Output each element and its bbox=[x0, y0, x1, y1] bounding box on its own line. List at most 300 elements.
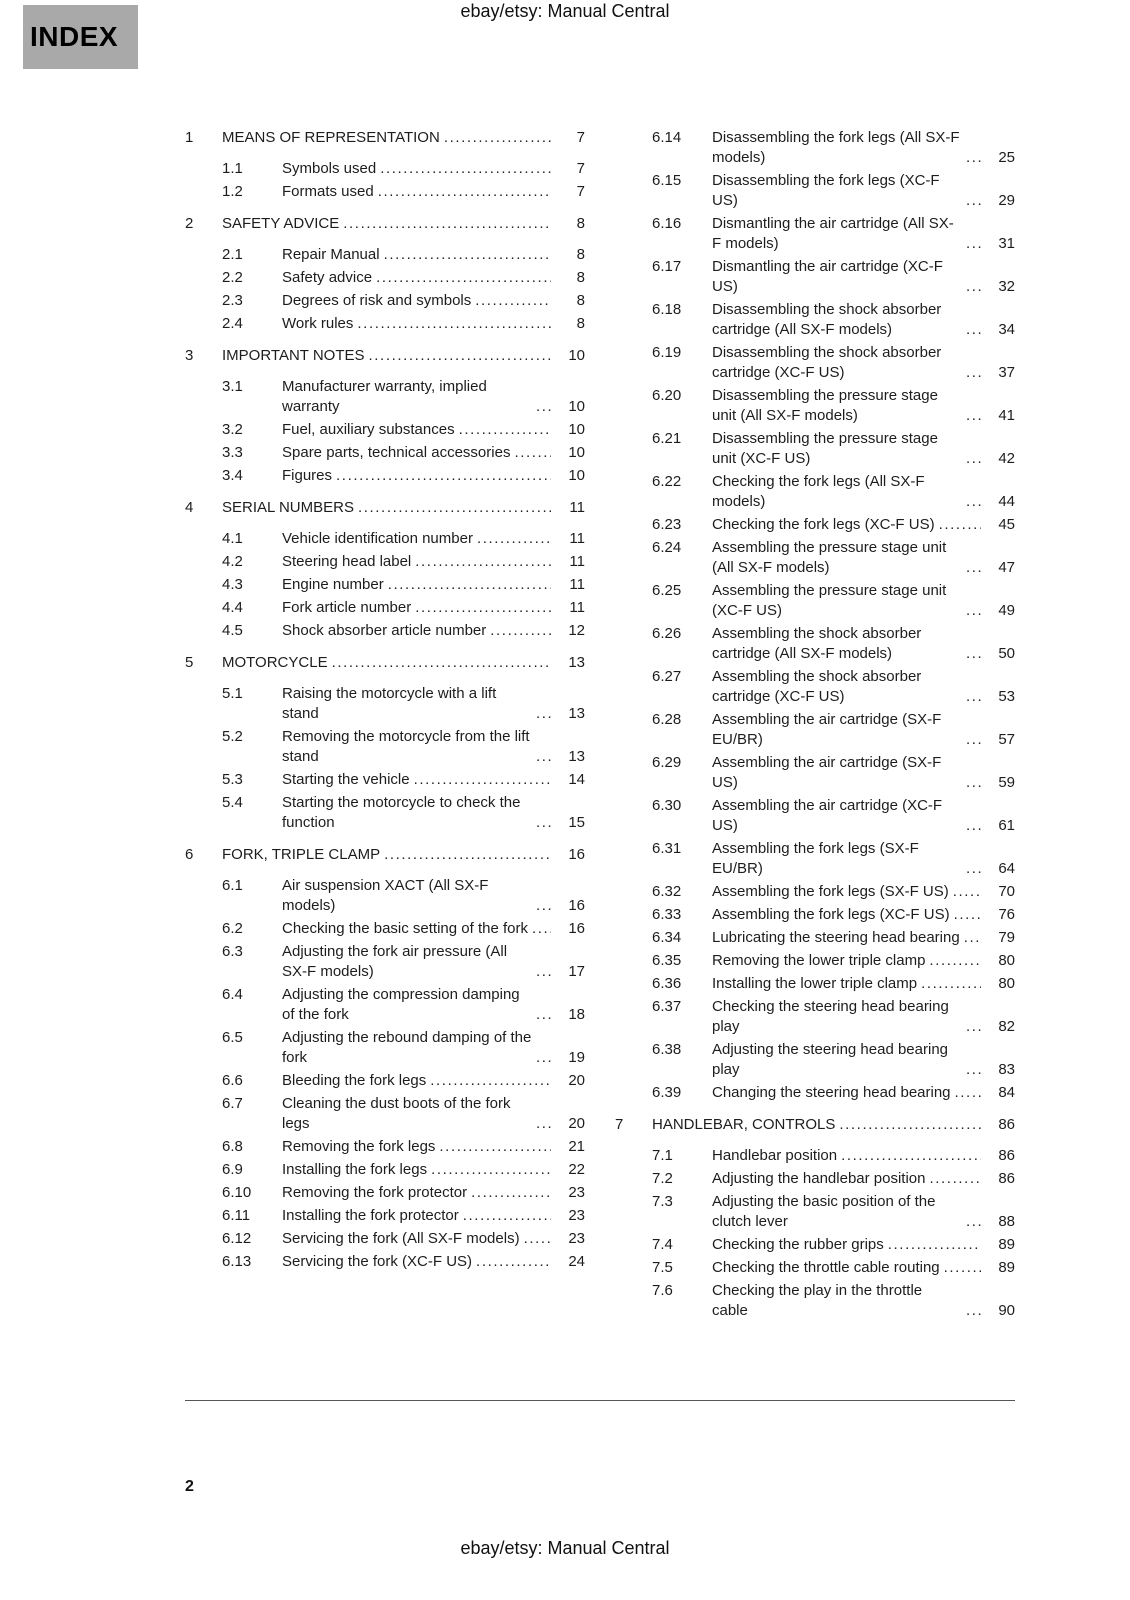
toc-entry-page: 79 bbox=[998, 929, 1015, 946]
toc-entry-number: 6.27 bbox=[652, 668, 682, 685]
toc-section-entry bbox=[615, 538, 1015, 578]
toc-entry-page: 89 bbox=[998, 1236, 1015, 1253]
toc-entry-page: 11 bbox=[569, 599, 585, 616]
toc-entry-page: 13 bbox=[568, 654, 585, 671]
toc-entry-title: Checking the throttle cable routing bbox=[712, 1259, 940, 1276]
toc-entry-title: SERIAL NUMBERS bbox=[222, 499, 354, 516]
toc-entry-number: 6.17 bbox=[652, 258, 682, 275]
toc-entry-page: 84 bbox=[998, 1084, 1015, 1101]
toc-section-entry bbox=[185, 684, 585, 724]
toc-section-entry bbox=[185, 1071, 585, 1091]
toc-entry-title: Removing the motorcycle from the lift stand bbox=[282, 728, 530, 765]
toc-entry-page: 7 bbox=[576, 129, 585, 146]
toc-dot-leader bbox=[966, 687, 981, 707]
toc-entry-title: Assembling the shock absorber cartridge (XC-F US) bbox=[712, 668, 922, 705]
toc-entry-page: 32 bbox=[998, 278, 1015, 295]
toc-right-column bbox=[615, 128, 1015, 1324]
toc-entry-title: Servicing the fork (All SX-F models) bbox=[282, 1230, 520, 1247]
toc-entry-number: 3.1 bbox=[222, 378, 243, 395]
toc-chapter-entry bbox=[185, 214, 585, 234]
toc-dot-leader bbox=[343, 214, 551, 234]
toc-entry-title: Installing the lower triple clamp bbox=[712, 975, 918, 992]
toc-entry-page: 44 bbox=[998, 493, 1015, 510]
toc-dot-leader bbox=[966, 1060, 981, 1080]
toc-entry-title: Cleaning the dust boots of the fork legs bbox=[282, 1095, 511, 1132]
toc-entry-page: 86 bbox=[998, 1147, 1015, 1164]
toc-entry-page: 23 bbox=[568, 1207, 585, 1224]
toc-entry-page: 82 bbox=[998, 1018, 1015, 1035]
toc-entry-title: Dismantling the air cartridge (XC-F US) bbox=[712, 258, 943, 295]
toc-entry-number: 6.33 bbox=[652, 906, 682, 923]
toc-section-entry bbox=[185, 466, 585, 486]
toc-dot-leader bbox=[380, 159, 551, 179]
toc-section-entry bbox=[185, 598, 585, 618]
toc-section-entry bbox=[185, 770, 585, 790]
toc-dot-leader bbox=[415, 598, 551, 618]
toc-section-entry bbox=[615, 882, 1015, 902]
toc-dot-leader bbox=[536, 896, 551, 916]
toc-entry-title: Bleeding the fork legs bbox=[282, 1072, 427, 1089]
toc-entry-number: 6.28 bbox=[652, 711, 682, 728]
toc-dot-leader bbox=[944, 1258, 981, 1278]
toc-section-entry bbox=[615, 128, 1015, 168]
toc-section-entry bbox=[185, 727, 585, 767]
toc-dot-leader bbox=[966, 277, 981, 297]
toc-entry-number: 6.14 bbox=[652, 129, 682, 146]
toc-entry-page: 7 bbox=[576, 183, 585, 200]
toc-section-entry bbox=[615, 581, 1015, 621]
toc-section-entry bbox=[185, 182, 585, 202]
toc-section-entry bbox=[185, 1206, 585, 1226]
toc-dot-leader bbox=[966, 363, 981, 383]
toc-dot-leader bbox=[384, 845, 551, 865]
footer-title: ebay/etsy: Manual Central bbox=[460, 1538, 670, 1558]
toc-section-entry bbox=[185, 1183, 585, 1203]
toc-entry-page: 7 bbox=[576, 160, 585, 177]
toc-entry-title: Fork article number bbox=[282, 599, 412, 616]
toc-entry-title: Disassembling the shock absorber cartridge (All SX-F models) bbox=[712, 301, 942, 338]
toc-dot-leader bbox=[954, 905, 981, 925]
toc-entry-page: 59 bbox=[998, 774, 1015, 791]
toc-entry-title: Lubricating the steering head bearing bbox=[712, 929, 960, 946]
toc-entry-page: 11 bbox=[569, 530, 585, 547]
toc-section-entry bbox=[185, 1252, 585, 1272]
toc-section-entry bbox=[185, 443, 585, 463]
toc-entry-title: Servicing the fork (XC-F US) bbox=[282, 1253, 473, 1270]
toc-entry-title: Checking the steering head bearing play bbox=[712, 998, 949, 1035]
toc-entry-title: Adjusting the rebound damping of the fork bbox=[282, 1029, 532, 1066]
toc-chapter-entry bbox=[185, 346, 585, 366]
toc-entry-number: 6.22 bbox=[652, 473, 682, 490]
toc-entry-number: 2.1 bbox=[222, 246, 243, 263]
toc-entry-number: 5.3 bbox=[222, 771, 243, 788]
toc-entry-page: 86 bbox=[998, 1170, 1015, 1187]
toc-entry-number: 6.24 bbox=[652, 539, 682, 556]
toc-section-entry bbox=[615, 974, 1015, 994]
toc-section-entry bbox=[185, 159, 585, 179]
toc-entry-title: Safety advice bbox=[282, 269, 373, 286]
toc-entry-title: Assembling the shock absorber cartridge (All SX-F models) bbox=[712, 625, 922, 662]
toc-entry-number: 6.9 bbox=[222, 1161, 243, 1178]
toc-entry-title: Assembling the air cartridge (SX-F EU/BR) bbox=[712, 711, 942, 748]
toc-entry-page: 13 bbox=[568, 705, 585, 722]
toc-entry-number: 3.2 bbox=[222, 421, 243, 438]
toc-section-entry bbox=[185, 985, 585, 1025]
toc-entry-number: 1 bbox=[185, 129, 194, 146]
toc-dot-leader bbox=[332, 653, 551, 673]
toc-entry-title: SAFETY ADVICE bbox=[222, 215, 340, 232]
toc-entry-number: 6.35 bbox=[652, 952, 682, 969]
toc-entry-title: Installing the fork legs bbox=[282, 1161, 428, 1178]
toc-entry-number: 6.1 bbox=[222, 877, 243, 894]
toc-section-entry bbox=[185, 575, 585, 595]
toc-section-entry bbox=[615, 300, 1015, 340]
toc-dot-leader bbox=[536, 1114, 551, 1134]
toc-entry-page: 10 bbox=[568, 398, 585, 415]
toc-entry-number: 6.11 bbox=[222, 1207, 251, 1224]
toc-dot-leader bbox=[966, 320, 981, 340]
toc-entry-number: 3 bbox=[185, 347, 194, 364]
toc-dot-leader bbox=[490, 621, 551, 641]
toc-section-entry bbox=[615, 1235, 1015, 1255]
toc-dot-leader bbox=[966, 859, 981, 879]
toc-entry-page: 10 bbox=[568, 421, 585, 438]
toc-section-entry bbox=[615, 257, 1015, 297]
toc-entry-title: Checking the play in the throttle cable bbox=[712, 1282, 923, 1319]
toc-entry-number: 6.16 bbox=[652, 215, 682, 232]
toc-entry-number: 6.20 bbox=[652, 387, 682, 404]
toc-entry-number: 2.3 bbox=[222, 292, 243, 309]
toc-entry-page: 47 bbox=[998, 559, 1015, 576]
toc-entry-number: 4.5 bbox=[222, 622, 243, 639]
toc-entry-title: Assembling the fork legs (SX-F EU/BR) bbox=[712, 840, 919, 877]
header-title: ebay/etsy: Manual Central bbox=[460, 1, 670, 21]
toc-section-entry bbox=[615, 1281, 1015, 1321]
toc-section-entry bbox=[615, 386, 1015, 426]
toc-entry-title: Assembling the fork legs (SX-F US) bbox=[712, 883, 949, 900]
toc-entry-number: 6.3 bbox=[222, 943, 243, 960]
toc-entry-page: 23 bbox=[568, 1230, 585, 1247]
toc-entry-number: 7.6 bbox=[652, 1282, 673, 1299]
toc-entry-number: 6.29 bbox=[652, 754, 682, 771]
toc-entry-number: 6 bbox=[185, 846, 194, 863]
toc-section-entry bbox=[615, 1192, 1015, 1232]
toc-entry-page: 50 bbox=[998, 645, 1015, 662]
toc-entry-number: 6.18 bbox=[652, 301, 682, 318]
toc-dot-leader bbox=[966, 1301, 981, 1321]
toc-dot-leader bbox=[966, 773, 981, 793]
toc-entry-page: 10 bbox=[568, 347, 585, 364]
toc-dot-leader bbox=[966, 730, 981, 750]
toc-section-entry bbox=[185, 942, 585, 982]
toc-entry-title: Steering head label bbox=[282, 553, 412, 570]
toc-entry-title: Disassembling the fork legs (XC-F US) bbox=[712, 172, 940, 209]
toc-entry-number: 5 bbox=[185, 654, 194, 671]
toc-dot-leader bbox=[966, 644, 981, 664]
toc-entry-page: 64 bbox=[998, 860, 1015, 877]
toc-entry-page: 19 bbox=[568, 1049, 585, 1066]
page-number: 2 bbox=[185, 1478, 194, 1495]
toc-entry-title: Assembling the air cartridge (XC-F US) bbox=[712, 797, 943, 834]
toc-entry-number: 6.37 bbox=[652, 998, 682, 1015]
toc-entry-title: Vehicle identification number bbox=[282, 530, 473, 547]
toc-dot-leader bbox=[536, 1005, 551, 1025]
toc-dot-leader bbox=[966, 234, 981, 254]
toc-entry-page: 10 bbox=[568, 444, 585, 461]
toc-dot-leader bbox=[444, 128, 551, 148]
toc-entry-number: 2.4 bbox=[222, 315, 243, 332]
toc-entry-title: MEANS OF REPRESENTATION bbox=[222, 129, 440, 146]
toc-section-entry bbox=[185, 876, 585, 916]
toc-section-entry bbox=[185, 291, 585, 311]
toc-entry-title: MOTORCYCLE bbox=[222, 654, 328, 671]
toc-section-entry bbox=[615, 997, 1015, 1037]
toc-entry-number: 5.1 bbox=[222, 685, 243, 702]
toc-section-entry bbox=[185, 919, 585, 939]
toc-dot-leader bbox=[841, 1146, 981, 1166]
toc-entry-number: 4.3 bbox=[222, 576, 243, 593]
toc-entry-number: 6.36 bbox=[652, 975, 682, 992]
toc-entry-number: 4.1 bbox=[222, 530, 243, 547]
toc-dot-leader bbox=[966, 406, 981, 426]
toc-entry-title: FORK, TRIPLE CLAMP bbox=[222, 846, 381, 863]
toc-section-entry bbox=[615, 1258, 1015, 1278]
toc-entry-title: Disassembling the fork legs (All SX-F models) bbox=[712, 129, 960, 166]
toc-entry-number: 6.12 bbox=[222, 1230, 252, 1247]
toc-entry-title: Starting the vehicle bbox=[282, 771, 410, 788]
toc-dot-leader bbox=[431, 1160, 551, 1180]
toc-entry-title: Adjusting the compression damping of the fork bbox=[282, 986, 520, 1023]
toc-entry-title: Assembling the fork legs (XC-F US) bbox=[712, 906, 950, 923]
toc-entry-number: 7.3 bbox=[652, 1193, 673, 1210]
toc-entry-title: Removing the lower triple clamp bbox=[712, 952, 926, 969]
toc-entry-number: 1.2 bbox=[222, 183, 243, 200]
toc-dot-leader bbox=[475, 291, 551, 311]
toc-dot-leader bbox=[966, 558, 981, 578]
toc-section-entry bbox=[185, 1160, 585, 1180]
toc-entry-number: 1.1 bbox=[222, 160, 243, 177]
toc-entry-number: 5.4 bbox=[222, 794, 243, 811]
toc-entry-page: 89 bbox=[998, 1259, 1015, 1276]
toc-dot-leader bbox=[966, 492, 981, 512]
toc-entry-number: 5.2 bbox=[222, 728, 243, 745]
toc-entry-page: 41 bbox=[998, 407, 1015, 424]
toc-section-entry bbox=[615, 171, 1015, 211]
toc-section-entry bbox=[615, 429, 1015, 469]
toc-entry-title: Raising the motorcycle with a lift stand bbox=[282, 685, 497, 722]
toc-entry-page: 23 bbox=[568, 1184, 585, 1201]
toc-entry-title: Fuel, auxiliary substances bbox=[282, 421, 455, 438]
toc-entry-page: 42 bbox=[998, 450, 1015, 467]
toc-entry-title: Assembling the pressure stage unit (All SX-F models) bbox=[712, 539, 947, 576]
toc-entry-page: 88 bbox=[998, 1213, 1015, 1230]
toc-entry-page: 8 bbox=[576, 269, 585, 286]
toc-entry-number: 6.23 bbox=[652, 516, 682, 533]
toc-dot-leader bbox=[536, 813, 551, 833]
toc-entry-number: 6.7 bbox=[222, 1095, 243, 1112]
toc-entry-number: 6.2 bbox=[222, 920, 243, 937]
toc-dot-leader bbox=[430, 1071, 551, 1091]
toc-entry-page: 20 bbox=[568, 1072, 585, 1089]
toc-entry-page: 76 bbox=[998, 906, 1015, 923]
toc-dot-leader bbox=[476, 1252, 551, 1272]
toc-dot-leader bbox=[459, 420, 551, 440]
toc-entry-title: Checking the basic setting of the fork bbox=[282, 920, 528, 937]
index-label-box bbox=[23, 5, 138, 69]
toc-entry-number: 6.38 bbox=[652, 1041, 682, 1058]
toc-entry-page: 53 bbox=[998, 688, 1015, 705]
toc-entry-number: 6.21 bbox=[652, 430, 682, 447]
toc-entry-page: 16 bbox=[568, 846, 585, 863]
toc-dot-leader bbox=[439, 1137, 551, 1157]
toc-entry-title: Manufacturer warranty, implied warranty bbox=[282, 378, 487, 415]
toc-entry-title: Engine number bbox=[282, 576, 384, 593]
toc-dot-leader bbox=[477, 529, 551, 549]
toc-section-entry bbox=[185, 1137, 585, 1157]
toc-entry-page: 24 bbox=[568, 1253, 585, 1270]
toc-entry-page: 83 bbox=[998, 1061, 1015, 1078]
toc-entry-title: IMPORTANT NOTES bbox=[222, 347, 365, 364]
toc-section-entry bbox=[185, 420, 585, 440]
toc-section-entry bbox=[185, 314, 585, 334]
toc-entry-number: 2.2 bbox=[222, 269, 243, 286]
toc-section-entry bbox=[615, 1146, 1015, 1166]
toc-section-entry bbox=[615, 667, 1015, 707]
toc-entry-title: Installing the fork protector bbox=[282, 1207, 459, 1224]
toc-entry-page: 49 bbox=[998, 602, 1015, 619]
toc-entry-page: 11 bbox=[569, 499, 585, 516]
toc-section-entry bbox=[615, 1083, 1015, 1103]
toc-entry-page: 21 bbox=[568, 1138, 585, 1155]
toc-entry-page: 8 bbox=[576, 292, 585, 309]
toc-entry-number: 6.19 bbox=[652, 344, 682, 361]
toc-entry-page: 80 bbox=[998, 952, 1015, 969]
toc-dot-leader bbox=[536, 1048, 551, 1068]
toc-section-entry bbox=[615, 624, 1015, 664]
toc-entry-page: 12 bbox=[568, 622, 585, 639]
toc-entry-page: 8 bbox=[576, 246, 585, 263]
toc-entry-title: Disassembling the shock absorber cartridge (XC-F US) bbox=[712, 344, 942, 381]
toc-entry-page: 86 bbox=[998, 1116, 1015, 1133]
toc-entry-number: 4 bbox=[185, 499, 194, 516]
toc-section-entry bbox=[185, 793, 585, 833]
toc-entry-page: 61 bbox=[998, 817, 1015, 834]
toc-chapter-entry bbox=[615, 1115, 1015, 1135]
toc-entry-title: Spare parts, technical accessories bbox=[282, 444, 511, 461]
toc-dot-leader bbox=[471, 1183, 551, 1203]
toc-entry-page: 18 bbox=[568, 1006, 585, 1023]
toc-entry-number: 7.1 bbox=[652, 1147, 673, 1164]
toc-dot-leader bbox=[966, 816, 981, 836]
toc-entry-number: 6.32 bbox=[652, 883, 682, 900]
toc-section-entry bbox=[615, 753, 1015, 793]
toc-entry-title: Assembling the air cartridge (SX-F US) bbox=[712, 754, 942, 791]
toc-dot-leader bbox=[929, 951, 981, 971]
toc-entry-number: 6.25 bbox=[652, 582, 682, 599]
toc-chapter-entry bbox=[185, 498, 585, 518]
toc-section-entry bbox=[615, 710, 1015, 750]
toc-entry-page: 11 bbox=[569, 576, 585, 593]
toc-dot-leader bbox=[414, 770, 551, 790]
toc-dot-leader bbox=[514, 443, 551, 463]
toc-entry-number: 3.4 bbox=[222, 467, 243, 484]
toc-entry-title: Degrees of risk and symbols bbox=[282, 292, 472, 309]
toc-entry-number: 6.6 bbox=[222, 1072, 243, 1089]
toc-entry-number: 4.4 bbox=[222, 599, 243, 616]
toc-entry-number: 6.10 bbox=[222, 1184, 252, 1201]
toc-chapter-entry bbox=[185, 845, 585, 865]
toc-entry-number: 6.34 bbox=[652, 929, 682, 946]
toc-entry-page: 37 bbox=[998, 364, 1015, 381]
toc-entry-page: 8 bbox=[576, 215, 585, 232]
toc-entry-title: Checking the fork legs (XC-F US) bbox=[712, 516, 935, 533]
toc-entry-title: Adjusting the steering head bearing play bbox=[712, 1041, 949, 1078]
toc-entry-page: 20 bbox=[568, 1115, 585, 1132]
toc-dot-leader bbox=[888, 1235, 981, 1255]
toc-entry-title: Disassembling the pressure stage unit (All SX-F models) bbox=[712, 387, 938, 424]
toc-entry-title: Adjusting the basic position of the clutch lever bbox=[712, 1193, 936, 1230]
toc-entry-number: 7.2 bbox=[652, 1170, 673, 1187]
toc-dot-leader bbox=[357, 314, 551, 334]
toc-section-entry bbox=[185, 1094, 585, 1134]
toc-dot-leader bbox=[966, 449, 981, 469]
toc-dot-leader bbox=[921, 974, 981, 994]
toc-dot-leader bbox=[378, 182, 551, 202]
toc-entry-number: 6.5 bbox=[222, 1029, 243, 1046]
toc-entry-number: 6.30 bbox=[652, 797, 682, 814]
toc-entry-title: Starting the motorcycle to check the function bbox=[282, 794, 521, 831]
toc-entry-title: Removing the fork protector bbox=[282, 1184, 468, 1201]
toc-entry-title: Air suspension XACT (All SX-F models) bbox=[282, 877, 489, 914]
toc-entry-page: 31 bbox=[998, 235, 1015, 252]
toc-dot-leader bbox=[369, 346, 551, 366]
toc-section-entry bbox=[185, 1229, 585, 1249]
toc-dot-leader bbox=[532, 919, 551, 939]
toc-section-entry bbox=[615, 951, 1015, 971]
toc-entry-page: 80 bbox=[998, 975, 1015, 992]
toc-dot-leader bbox=[415, 552, 551, 572]
toc-section-entry bbox=[185, 621, 585, 641]
toc-dot-leader bbox=[524, 1229, 551, 1249]
toc-entry-page: 25 bbox=[998, 149, 1015, 166]
toc-entry-page: 22 bbox=[568, 1161, 585, 1178]
toc-entry-number: 6.26 bbox=[652, 625, 682, 642]
toc-dot-leader bbox=[966, 1212, 981, 1232]
toc-entry-number: 7 bbox=[615, 1116, 624, 1133]
toc-entry-title: Dismantling the air cartridge (All SX-F models) bbox=[712, 215, 954, 252]
toc-dot-leader bbox=[536, 962, 551, 982]
toc-entry-title: Changing the steering head bearing bbox=[712, 1084, 951, 1101]
toc-section-entry bbox=[185, 245, 585, 265]
toc-section-entry bbox=[615, 796, 1015, 836]
toc-entry-title: Checking the rubber grips bbox=[712, 1236, 884, 1253]
toc-entry-title: Assembling the pressure stage unit (XC-F US) bbox=[712, 582, 947, 619]
toc-dot-leader bbox=[966, 191, 981, 211]
toc-section-entry bbox=[185, 377, 585, 417]
toc-dot-leader bbox=[930, 1169, 982, 1189]
toc-dot-leader bbox=[953, 882, 981, 902]
toc-section-entry bbox=[615, 839, 1015, 879]
index-label: INDEX bbox=[30, 21, 119, 52]
toc-entry-title: Repair Manual bbox=[282, 246, 380, 263]
toc-entry-page: 15 bbox=[568, 814, 585, 831]
toc-entry-title: Checking the fork legs (All SX-F models) bbox=[712, 473, 925, 510]
toc-entry-page: 14 bbox=[568, 771, 585, 788]
toc-dot-leader bbox=[336, 466, 551, 486]
toc-section-entry bbox=[615, 1040, 1015, 1080]
toc-entry-number: 4.2 bbox=[222, 553, 243, 570]
toc-entry-title: Figures bbox=[282, 467, 333, 484]
